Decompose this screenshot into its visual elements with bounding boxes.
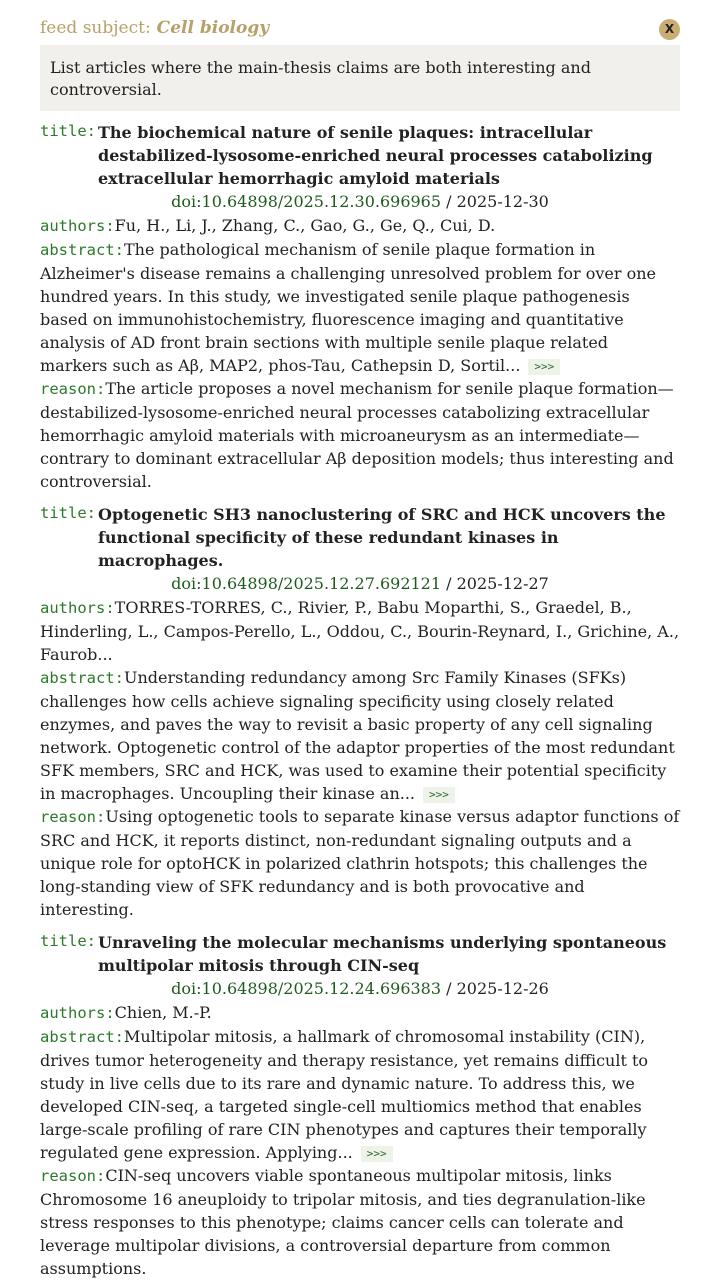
article-card bbox=[40, 121, 680, 493]
doi-line bbox=[40, 572, 680, 596]
expand-abstract-button[interactable]: >>> bbox=[423, 787, 455, 803]
doi-line bbox=[40, 977, 680, 1001]
article-date: 2025-12-27 bbox=[456, 574, 549, 593]
doi-link[interactable]: doi:10.64898/2025.12.24.696383 bbox=[171, 979, 442, 998]
abstract-line bbox=[40, 666, 680, 805]
reason-tag: reason: bbox=[40, 380, 106, 398]
reason-line bbox=[40, 1164, 680, 1280]
article-reason: The article proposes a novel mechanism for senile plaque formation—destabilized-lysosome-enriched neural processes catabolizing extracellular hemorrhagic amyloid materials with microaneurysm as an intermediate—contrary to dominant extracellular Aβ deposition models; thus interesting and controversial. bbox=[40, 379, 674, 491]
reason-line bbox=[40, 805, 680, 921]
expand-abstract-button[interactable]: >>> bbox=[361, 1146, 393, 1162]
abstract-tag: abstract: bbox=[40, 669, 124, 687]
article-abstract: The pathological mechanism of senile plaque formation in Alzheimer's disease remains a challenging unresolved problem for over one hundred years. In this study, we investigated senile plaque pathogenesis based on immunohistochemistry, fluorescence imaging and quantitative analysis of AD front brain sections with multiple senile plaque related markers such as Aβ, MAP2, phos-Tau, Cathepsin D, Sortil... bbox=[40, 240, 656, 375]
abstract-line bbox=[40, 238, 680, 377]
article-date: 2025-12-30 bbox=[456, 192, 549, 211]
feed-subject-label: feed subject: bbox=[40, 18, 151, 38]
doi-separator: / bbox=[441, 979, 457, 998]
doi-link[interactable]: doi:10.64898/2025.12.27.692121 bbox=[171, 574, 442, 593]
title-tag: title: bbox=[40, 504, 96, 522]
feed-header bbox=[0, 0, 720, 44]
authors-line bbox=[40, 1001, 680, 1025]
article-card bbox=[40, 503, 680, 921]
reason-tag: reason: bbox=[40, 1167, 106, 1185]
title-tag: title: bbox=[40, 932, 96, 950]
feed-subject-value[interactable]: Cell biology bbox=[156, 18, 270, 38]
article-abstract: Multipolar mitosis, a hallmark of chromosomal instability (CIN), drives tumor heterogeneity and therapy resistance, yet remains difficult to study in live cells due to its rare and dynamic nature. To address this, we developed CIN-seq, a targeted single-cell multiomics method that enables large-scale profiling of rare CIN phenotypes and captures their temporally regulated gene expression. Applying... bbox=[40, 1027, 649, 1162]
title-tag: title: bbox=[40, 122, 96, 140]
article-reason: CIN-seq uncovers viable spontaneous multipolar mitosis, links Chromosome 16 aneuploidy to tripolar mitosis, and ties degranulation-like stress responses to this phenotype; claims cancer cells can tolerate and leverage multipolar divisions, a controversial departure from common assumptions. bbox=[40, 1166, 646, 1278]
feed-subject bbox=[40, 18, 269, 38]
reason-tag: reason: bbox=[40, 808, 106, 826]
article-card bbox=[40, 931, 680, 1280]
abstract-tag: abstract: bbox=[40, 1028, 124, 1046]
authors-line bbox=[40, 596, 680, 666]
abstract-tag: abstract: bbox=[40, 241, 124, 259]
article-reason: Using optogenetic tools to separate kinase versus adaptor functions of SRC and HCK, it reports distinct, non-redundant signaling outputs and a unique role for optoHCK in polarized clathrin hotspots; this challenges the long-standing view of SFK redundancy and is both provocative and interesting. bbox=[40, 807, 680, 919]
doi-line bbox=[40, 190, 680, 214]
article-title[interactable]: The biochemical nature of senile plaques: intracellular destabilized-lysosome-enriched neural processes catabolizing extracellular hemorrhagic amyloid materials bbox=[98, 123, 653, 188]
close-button[interactable]: X bbox=[659, 19, 680, 40]
authors-line bbox=[40, 214, 680, 238]
doi-separator: / bbox=[441, 192, 457, 211]
doi-separator: / bbox=[441, 574, 457, 593]
authors-tag: authors: bbox=[40, 599, 115, 617]
reason-line bbox=[40, 377, 680, 493]
expand-abstract-button[interactable]: >>> bbox=[528, 359, 560, 375]
doi-link[interactable]: doi:10.64898/2025.12.30.696965 bbox=[171, 192, 442, 211]
article-title[interactable]: Unraveling the molecular mechanisms underlying spontaneous multipolar mitosis through CIN-seq bbox=[98, 933, 667, 975]
article-authors: TORRES-TORRES, C., Rivier, P., Babu Moparthi, S., Graedel, B., Hinderling, L., Campos-Perello, L., Oddou, C., Bourin-Reynard, I., Grichine, A., Faurob... bbox=[40, 598, 680, 664]
abstract-line bbox=[40, 1025, 680, 1164]
article-date: 2025-12-26 bbox=[456, 979, 549, 998]
query-prompt: List articles where the main-thesis claims are both interesting and controversial. bbox=[40, 45, 680, 111]
article-abstract: Understanding redundancy among Src Family Kinases (SFKs) challenges how cells achieve signaling specificity using closely related enzymes, and paves the way to revisit a basic property of any cell signaling network. Optogenetic control of the adaptor properties of the most redundant SFK members, SRC and HCK, was used to examine their potential specificity in macrophages. Uncoupling their kinase an... bbox=[40, 668, 675, 803]
article-title[interactable]: Optogenetic SH3 nanoclustering of SRC and HCK uncovers the functional specificity of these redundant kinases in macrophages. bbox=[98, 505, 666, 570]
authors-tag: authors: bbox=[40, 1004, 115, 1022]
authors-tag: authors: bbox=[40, 217, 115, 235]
article-authors: Fu, H., Li, J., Zhang, C., Gao, G., Ge, Q., Cui, D. bbox=[114, 216, 496, 235]
article-authors: Chien, M.-P. bbox=[114, 1003, 212, 1022]
